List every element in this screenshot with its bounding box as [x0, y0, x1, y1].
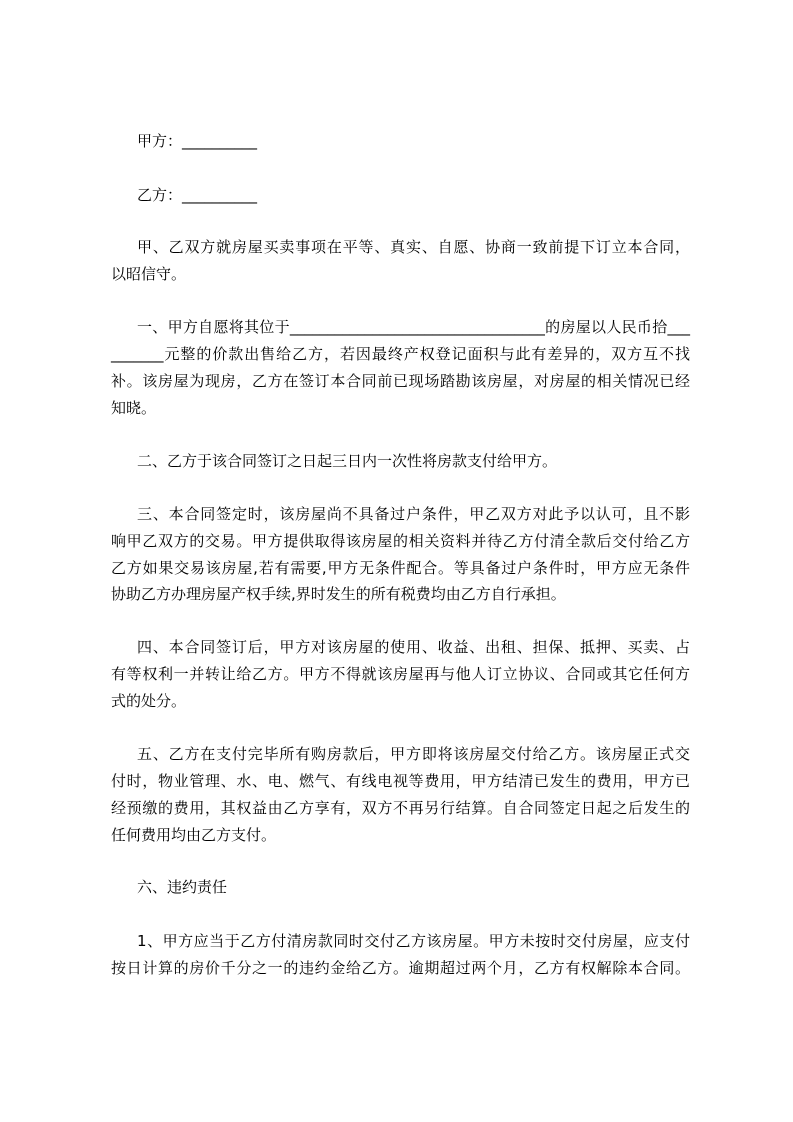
text-line: 式的处分。 [111, 692, 187, 710]
text-line: 经预缴的费用，其权益由乙方享有，双方不再另行结算。自合同签定日起之后发生的 [111, 799, 690, 817]
text-line: 付时，物业管理、水、电、燃气、有线电视等费用，甲方结清已发生的费用，甲方已 [111, 772, 690, 790]
text-line: 知晓。 [111, 399, 157, 417]
text-line: 协助乙方办理房屋产权手续,界时发生的所有税费均由乙方自行承担。 [111, 585, 566, 603]
text-line: 三、本合同签定时，该房屋尚不具备过户条件，甲乙双方对此予以认可，且不影 [137, 505, 690, 523]
text-line: 按日计算的房价千分之一的违约金给乙方。逾期超过两个月，乙方有权解除本合同。 [111, 959, 690, 977]
text-line: _______元整的价款出售给乙方，若因最终产权登记面积与此有差异的，双方互不找 [111, 345, 690, 363]
text-line: 任何费用均由乙方支付。 [111, 826, 277, 844]
party-a-line: 甲方：__________ [137, 132, 258, 150]
text-line: 一、甲方自愿将其位于__________________________________的房屋以人民币拾___ [137, 318, 690, 336]
text-line: 五、乙方在支付完毕所有购房款后，甲方即将该房屋交付给乙方。该房屋正式交 [137, 745, 690, 763]
clause-6-heading: 六、违约责任 [137, 878, 228, 896]
text-line: 以昭信守。 [111, 265, 187, 283]
text-line: 四、本合同签订后，甲方对该房屋的使用、收益、出租、担保、抵押、买卖、占 [137, 638, 690, 656]
text-line: 甲、乙双方就房屋买卖事项在平等、真实、自愿、协商一致前提下订立本合同， [137, 238, 690, 256]
text-line: 1、甲方应当于乙方付清房款同时交付乙方该房屋。甲方未按时交付房屋，应支付 [137, 932, 690, 950]
text-line: 响甲乙双方的交易。甲方提供取得该房屋的相关资料并待乙方付清全款后交付给乙方 [111, 532, 690, 550]
text-line: 补。该房屋为现房，乙方在签订本合同前已现场踏勘该房屋，对房屋的相关情况已经 [111, 372, 690, 390]
text-line: 乙方如果交易该房屋,若有需要,甲方无条件配合。等具备过户条件时，甲方应无条件 [111, 559, 690, 577]
text-line: 有等权利一并转让给乙方。甲方不得就该房屋再与他人订立协议、合同或其它任何方 [111, 665, 690, 683]
text-line: 二、乙方于该合同签订之日起三日内一次性将房款支付给甲方。 [137, 452, 558, 470]
party-b-line: 乙方：__________ [137, 186, 258, 204]
